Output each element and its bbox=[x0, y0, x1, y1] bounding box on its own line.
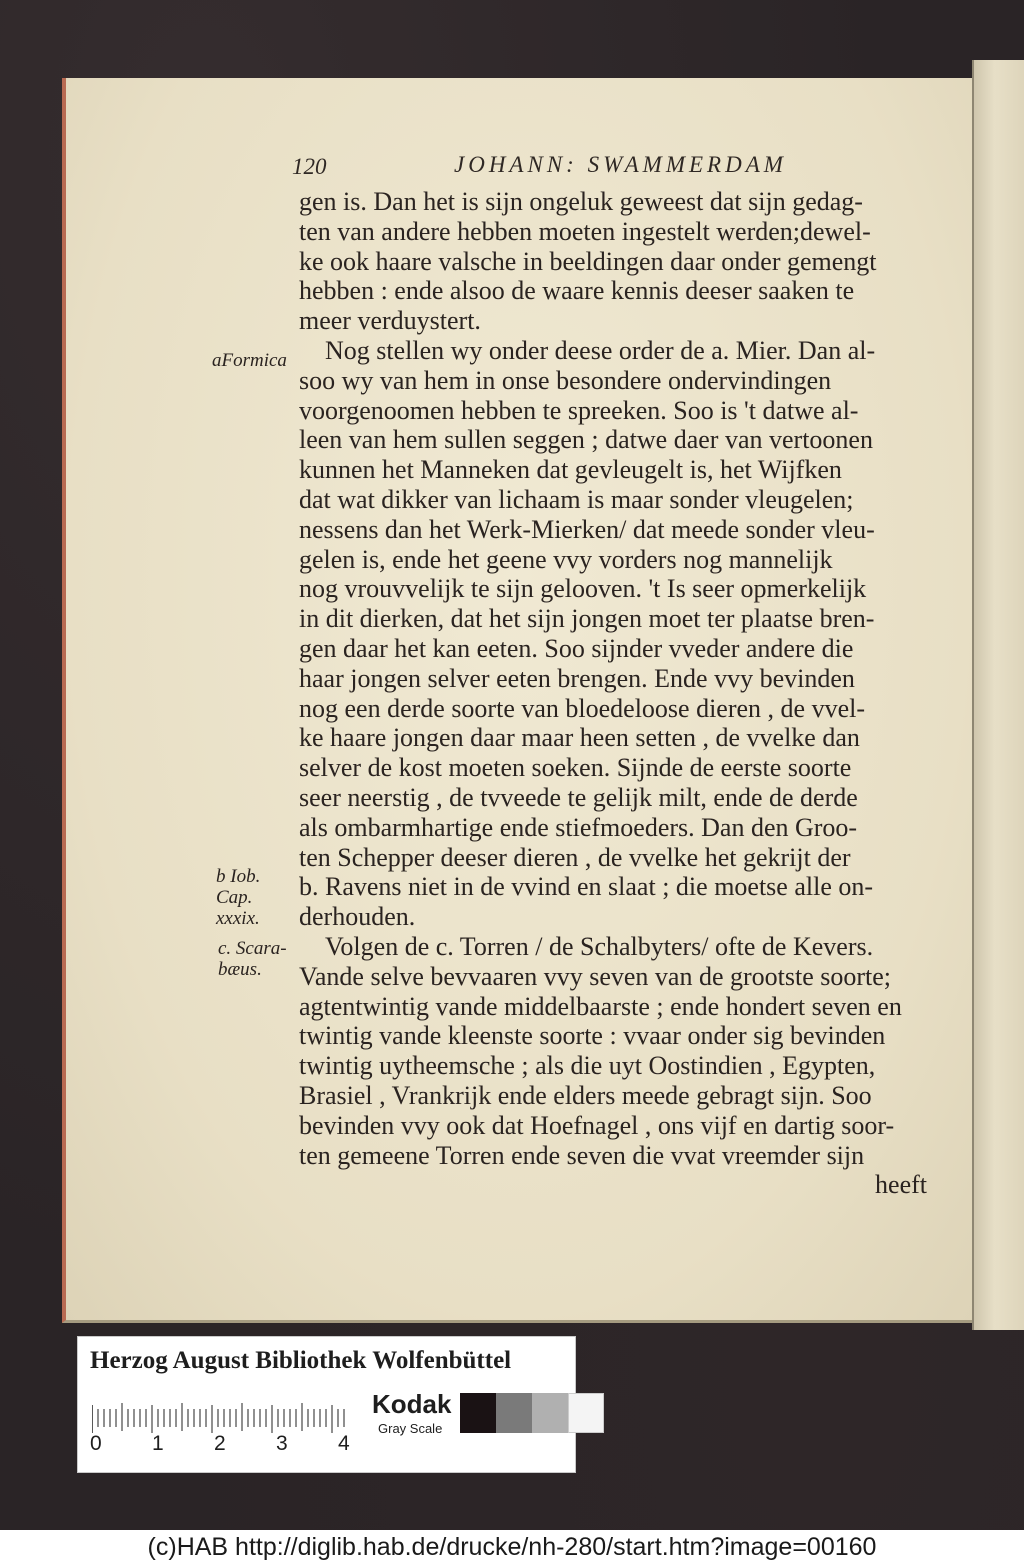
text-line: soo wy van hem in onse besondere ondervindingen bbox=[299, 365, 832, 395]
margin-note-line: xxxix. bbox=[216, 908, 260, 929]
library-name: Herzog August Bibliothek Wolfenbüttel bbox=[90, 1347, 512, 1374]
text-line: voorgenoomen hebben te spreeken. Soo is 't datwe al- bbox=[299, 395, 859, 425]
margin-note-scarabaeus bbox=[218, 938, 287, 980]
text-line: meer verduystert. bbox=[299, 306, 481, 336]
swatch-white bbox=[568, 1393, 604, 1433]
margin-note-iob bbox=[216, 866, 260, 929]
text-line: als ombarmhartige ende stiefmoeders. Dan den Groo- bbox=[299, 812, 858, 842]
text-line: dat wat dikker van lichaam is maar sonder vleugelen; bbox=[299, 484, 854, 514]
ruler-label: 0 bbox=[90, 1432, 102, 1455]
margin-note-line: Cap. bbox=[216, 887, 253, 908]
swatch-black bbox=[460, 1393, 496, 1433]
text-line: Vande selve bevvaaren vvy seven van de grootste soorte; bbox=[299, 961, 892, 991]
text-line: ten Schepper deeser dieren , de vvelke het gekrijt der bbox=[299, 842, 851, 872]
margin-note-line: c. Scara- bbox=[218, 938, 287, 959]
text-line: kunnen het Manneken dat gevleugelt is, het Wijfken bbox=[299, 455, 842, 485]
text-line: nog vrouvvelijk te sijn gelooven. 't Is seer opmerkelijk bbox=[299, 574, 867, 604]
text-line: Nog stellen wy onder deese order de a. Mier. Dan al- bbox=[325, 335, 876, 365]
running-head bbox=[292, 150, 792, 184]
page-number: 120 bbox=[292, 154, 327, 179]
text-line: bevinden vvy ook dat Hoefnagel , ons vijf en dartig soor- bbox=[299, 1110, 895, 1140]
ruler-label: 1 bbox=[152, 1432, 164, 1455]
credit-line: (c)HAB http://diglib.hab.de/drucke/nh-280/start.htm?image=00160 bbox=[147, 1533, 877, 1561]
ruler-label: 4 bbox=[338, 1432, 350, 1455]
swatch-dark-gray bbox=[496, 1393, 532, 1433]
text-line: hebben : ende alsoo de waare kennis deeser saaken te bbox=[299, 276, 855, 306]
text-line: derhouden. bbox=[299, 902, 416, 932]
text-line: b. Ravens niet in de vvind en slaat ; die moetse alle on- bbox=[299, 872, 874, 902]
text-line: ke haare jongen daar maar heen setten , de vvelke dan bbox=[299, 723, 860, 753]
swatch-light-gray bbox=[532, 1393, 568, 1433]
text-line: ten gemeene Torren ende seven die vvat vreemder sijn bbox=[299, 1140, 865, 1170]
text-line: gen daar het kan eeten. Soo sijnder vveder andere die bbox=[299, 633, 854, 663]
kodak-logo: Kodak bbox=[372, 1389, 452, 1419]
text-line: twintig vande kleenste soorte : vvaar onder sig bevinden bbox=[299, 1021, 886, 1051]
text-line: Volgen de c. Torren / de Schalbyters/ ofte de Kevers. bbox=[325, 931, 874, 961]
text-line: seer neerstig , de tvveede te gelijk milt, ende de derde bbox=[299, 782, 858, 812]
text-line: selver de kost moeten soeken. Sijnde de eerste soorte bbox=[299, 753, 852, 783]
body-text bbox=[299, 187, 927, 1200]
gray-scale-label: Gray Scale bbox=[378, 1421, 443, 1436]
text-line: gen is. Dan het is sijn ongeluk geweest dat sijn gedag- bbox=[299, 187, 863, 216]
text-line: gelen is, ende het geene vvy vorders nog mannelijk bbox=[299, 544, 833, 574]
text-line: nessens dan het Werk-Mierken/ dat meede sonder vleu- bbox=[299, 514, 875, 544]
text-line: leen van hem sullen seggen ; datwe daer van vertoonen bbox=[299, 425, 873, 455]
text-line: ten van andere hebben moeten ingestelt werden;dewel- bbox=[299, 216, 871, 246]
running-head-author: JOHANN: SWAMMERDAM bbox=[454, 152, 787, 177]
margin-note-formica: aFormica bbox=[212, 350, 287, 371]
ruler-ticks bbox=[92, 1395, 352, 1435]
text-line: ke ook haare valsche in beeldingen daar onder gemengt bbox=[299, 246, 877, 276]
facing-page-edge bbox=[972, 60, 1024, 1330]
ruler-scale bbox=[92, 1395, 352, 1435]
ruler-label: 3 bbox=[276, 1432, 288, 1455]
margin-note-line: bæus. bbox=[218, 959, 262, 980]
text-line: nog een derde soorte van bloedeloose dieren , de vvel- bbox=[299, 693, 866, 723]
text-line: agtentwintig vande middelbaarste ; ende hondert seven en bbox=[299, 991, 902, 1021]
margin-note-line: b Iob. bbox=[216, 866, 261, 887]
ruler-label: 2 bbox=[214, 1432, 226, 1455]
color-calibration-card bbox=[77, 1336, 576, 1473]
catchword: heeft bbox=[875, 1170, 927, 1200]
text-line: haar jongen selver eeten brengen. Ende vvy bevinden bbox=[299, 663, 855, 693]
text-line: twintig uytheemsche ; als die uyt Oostindien , Egypten, bbox=[299, 1051, 876, 1081]
text-line: Brasiel , Vrankrijk ende elders meede gebragt sijn. Soo bbox=[299, 1080, 872, 1110]
text-line: in dit dierken, dat het sijn jongen moet ter plaatse bren- bbox=[299, 604, 875, 634]
